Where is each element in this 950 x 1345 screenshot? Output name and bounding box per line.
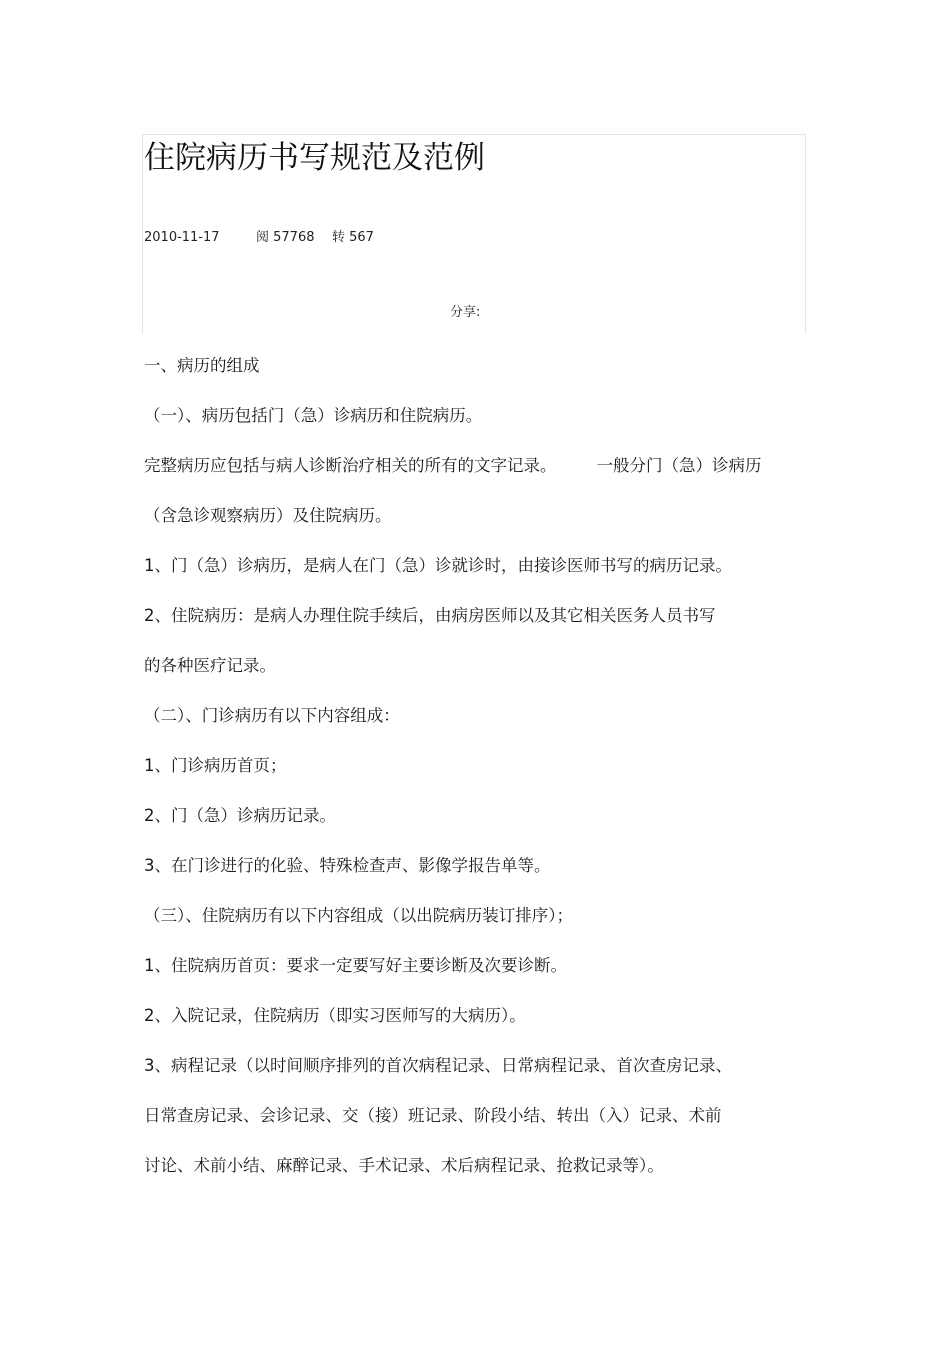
article-title: 住院病历书写规范及范例 bbox=[144, 140, 485, 176]
paragraph-line: 的各种医疗记录。 bbox=[144, 656, 276, 675]
paragraph-text: 一般分门（急）诊病历 bbox=[596, 456, 762, 475]
paragraph-line: 讨论、术前小结、麻醉记录、手术记录、术后病程记录、抢救记录等）。 bbox=[144, 1156, 664, 1175]
list-item: 2、住院病历：是病人办理住院手续后，由病房医师以及其它相关医务人员书写 bbox=[144, 606, 716, 625]
subsection-heading: （一）、病历包括门（急）诊病历和住院病历。 bbox=[144, 406, 483, 425]
list-item: 2、门（急）诊病历记录。 bbox=[144, 806, 336, 825]
section-heading: 一、病历的组成 bbox=[144, 356, 260, 375]
list-item: 1、住院病历首页：要求一定要写好主要诊断及次要诊断。 bbox=[144, 956, 567, 975]
paragraph-line bbox=[144, 455, 762, 477]
paragraph-line: （含急诊观察病历）及住院病历。 bbox=[144, 506, 392, 525]
subsection-heading: （三）、住院病历有以下内容组成（以出院病历装订排序）； bbox=[144, 906, 573, 925]
share-count: 转 567 bbox=[332, 230, 374, 245]
list-item: 1、门（急）诊病历，是病人在门（急）诊就诊时，由接诊医师书写的病历记录。 bbox=[144, 556, 732, 575]
subsection-heading: （二）、门诊病历有以下内容组成： bbox=[144, 706, 400, 725]
list-item: 3、病程记录（以时间顺序排列的首次病程记录、日常病程记录、首次查房记录、 bbox=[144, 1056, 732, 1075]
publish-date: 2010-11-17 bbox=[144, 230, 220, 245]
share-label: 分享: bbox=[450, 305, 481, 320]
paragraph-line: 日常查房记录、会诊记录、交（接）班记录、阶段小结、转出（入）记录、术前 bbox=[144, 1106, 722, 1125]
list-item: 1、门诊病历首页； bbox=[144, 756, 287, 775]
list-item: 2、入院记录，住院病历（即实习医师写的大病历）。 bbox=[144, 1006, 526, 1025]
list-item: 3、在门诊进行的化验、特殊检查声、影像学报告单等。 bbox=[144, 856, 551, 875]
read-count: 阅 57768 bbox=[256, 230, 315, 245]
paragraph-text: 完整病历应包括与病人诊断治疗相关的所有的文字记录。 bbox=[144, 456, 557, 475]
